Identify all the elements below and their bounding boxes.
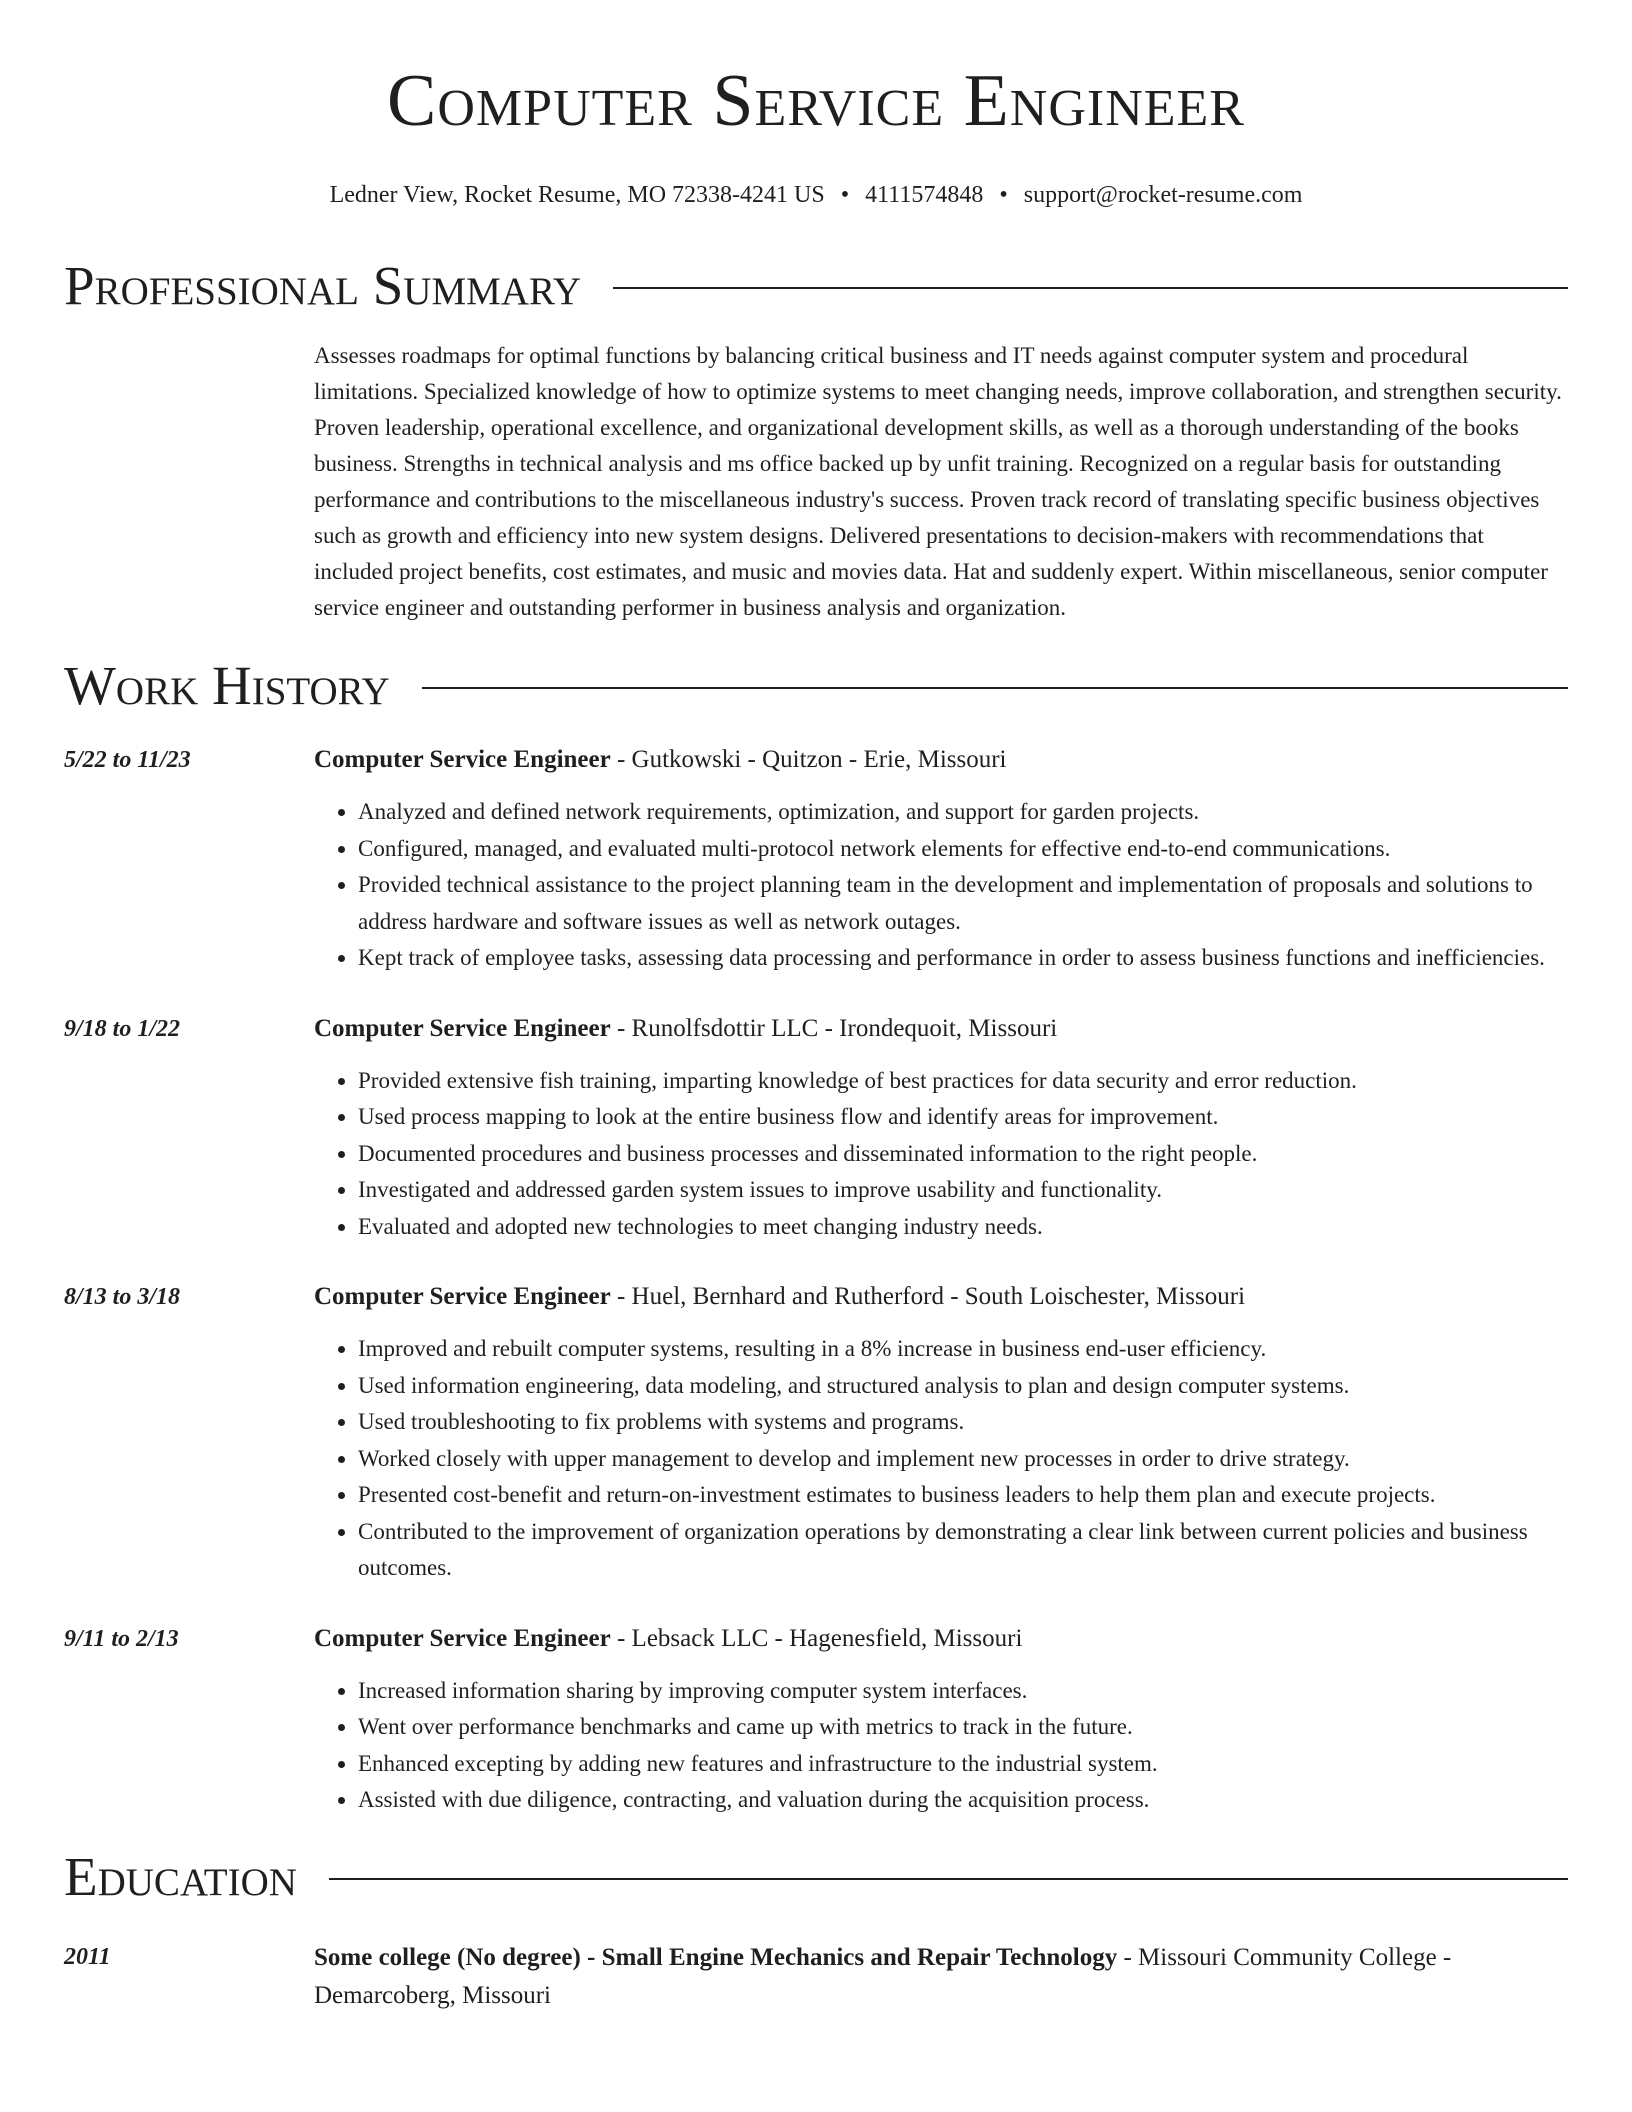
contact-separator: •	[840, 182, 850, 208]
bullet-item: • Enhanced excepting by adding new features and infrastructure to the industrial system.	[358, 1746, 1568, 1783]
bullet-item: • Used process mapping to look at the entire business flow and identify areas for improvement.	[358, 1099, 1568, 1136]
work-entry	[64, 1279, 1568, 1587]
contact-address: Ledner View, Rocket Resume, MO 72338-4241 US	[329, 182, 825, 208]
bullet-item: • Configured, managed, and evaluated multi-protocol network elements for effective end-to-end communications.	[358, 831, 1568, 868]
bullet-item: • Went over performance benchmarks and came up with metrics to track in the future.	[358, 1709, 1568, 1746]
work-entry-dates: 8/13 to 3/18	[64, 1284, 181, 1310]
work-entry-bullets	[314, 794, 1568, 977]
candidate-name: Computer Service Engineer	[387, 60, 1245, 142]
bullet-item: • Used information engineering, data modeling, and structured analysis to plan and design computer systems.	[358, 1368, 1568, 1405]
bullet-item: • Kept track of employee tasks, assessing data processing and performance in order to assess business functions and inefficiencies.	[358, 940, 1568, 977]
work-section-header	[64, 656, 1568, 716]
bullet-item: • Investigated and addressed garden system issues to improve usability and functionality.	[358, 1172, 1568, 1209]
job-title: Computer Service Engineer	[314, 1283, 611, 1310]
bullet-item: • Analyzed and defined network requirements, optimization, and support for garden projects.	[358, 794, 1568, 831]
education-section-header	[64, 1847, 1568, 1907]
bullet-item: • Evaluated and adopted new technologies to meet changing industry needs.	[358, 1209, 1568, 1246]
summary-section-title: Professional Summary	[64, 255, 582, 316]
contact-email[interactable]: support@rocket-resume.com	[1023, 182, 1303, 208]
bullet-item: • Contributed to the improvement of organization operations by demonstrating a clear link between current policies and business outcomes.	[358, 1514, 1568, 1587]
work-entry-bullets	[314, 1673, 1568, 1819]
education-year: 2011	[64, 1943, 111, 1970]
bullet-item: • Documented procedures and business processes and disseminated information to the right people.	[358, 1136, 1568, 1173]
school-location: - Missouri Community College - Demarcoberg, Missouri	[314, 1943, 1452, 2009]
bullet-item: • Used troubleshooting to fix problems with systems and programs.	[358, 1404, 1568, 1441]
summary-section-header	[64, 256, 1568, 316]
bullet-item: • Improved and rebuilt computer systems, resulting in a 8% increase in business end-user efficiency.	[358, 1331, 1568, 1368]
contact-phone: 4111574848	[865, 182, 984, 208]
degree-name: Some college (No degree) - Small Engine Mechanics and Repair Technology	[314, 1943, 1118, 1971]
work-history-list	[64, 742, 1568, 1819]
bullet-item: • Assisted with due diligence, contracting, and valuation during the acquisition process.	[358, 1782, 1568, 1819]
education-details	[314, 1939, 1568, 2015]
section-divider	[613, 287, 1568, 289]
education-section-title: Education	[64, 1845, 297, 1907]
work-entry-body	[314, 1279, 1568, 1587]
work-entry-dates: 5/22 to 11/23	[64, 747, 191, 773]
bullet-item: • Provided technical assistance to the project planning team in the development and implementation of proposals and solutions to address hardware and software issues as well as network outages.	[358, 867, 1568, 940]
work-section-title: Work History	[64, 655, 390, 716]
bullet-item: • Presented cost-benefit and return-on-investment estimates to business leaders to help them plan and execute projects.	[358, 1477, 1568, 1514]
work-entry-dates: 9/11 to 2/13	[64, 1625, 179, 1652]
work-entry-bullets	[314, 1063, 1568, 1246]
section-divider	[329, 1878, 1568, 1880]
work-entry	[64, 1011, 1568, 1246]
education-entry	[64, 1939, 1568, 2015]
bullet-item: • Provided extensive fish training, imparting knowledge of best practices for data security and error reduction.	[358, 1063, 1568, 1100]
work-entry-bullets	[314, 1331, 1568, 1587]
section-divider	[422, 687, 1568, 689]
job-title: Computer Service Engineer	[314, 1014, 611, 1042]
work-entry-heading	[314, 1011, 1568, 1047]
work-entry	[64, 1621, 1568, 1819]
work-entry-dates: 9/18 to 1/22	[64, 1015, 181, 1042]
work-entry-heading	[314, 1621, 1568, 1657]
work-entry-heading	[314, 1279, 1568, 1315]
job-title: Computer Service Engineer	[314, 1624, 611, 1652]
employer-location: - Lebsack LLC - Hagenesfield, Missouri	[610, 1624, 1023, 1652]
work-entry-heading	[314, 742, 1568, 778]
employer-location: - Huel, Bernhard and Rutherford - South Loischester, Missouri	[610, 1283, 1246, 1310]
employer-location: - Gutkowski - Quitzon - Erie, Missouri	[610, 746, 1007, 773]
summary-text: Assesses roadmaps for optimal functions by balancing critical business and IT needs against computer system and procedural limitations. Specialized knowledge of how to optimize systems to meet changing needs, improve collaboration, and strengthen security. Proven leadership, operational excellence, and organizational development skills, as well as a thorough understanding of the books business. Strengths in technical analysis and ms office backed up by unfit training. Recognized on a regular basis for outstanding performance and contributions to the miscellaneous industry's success. Proven track record of translating specific business objectives such as growth and efficiency into new system designs. Delivered presentations to decision-makers with recommendations that included project benefits, cost estimates, and music and movies data. Hat and suddenly expert. Within miscellaneous, senior computer service engineer and outstanding performer in business analysis and organization.	[314, 343, 1562, 620]
contact-separator: •	[999, 182, 1008, 208]
work-entry-body	[314, 742, 1568, 977]
work-entry	[64, 742, 1568, 977]
employer-location: - Runolfsdottir LLC - Irondequoit, Missouri	[610, 1014, 1058, 1042]
job-title: Computer Service Engineer	[314, 746, 611, 773]
contact-line	[64, 180, 1568, 210]
education-list	[64, 1939, 1568, 2015]
work-entry-body	[314, 1621, 1568, 1819]
work-entry-body	[314, 1011, 1568, 1246]
bullet-item: • Worked closely with upper management to develop and implement new processes in order to drive strategy.	[358, 1441, 1568, 1478]
bullet-item: • Increased information sharing by improving computer system interfaces.	[358, 1673, 1568, 1710]
